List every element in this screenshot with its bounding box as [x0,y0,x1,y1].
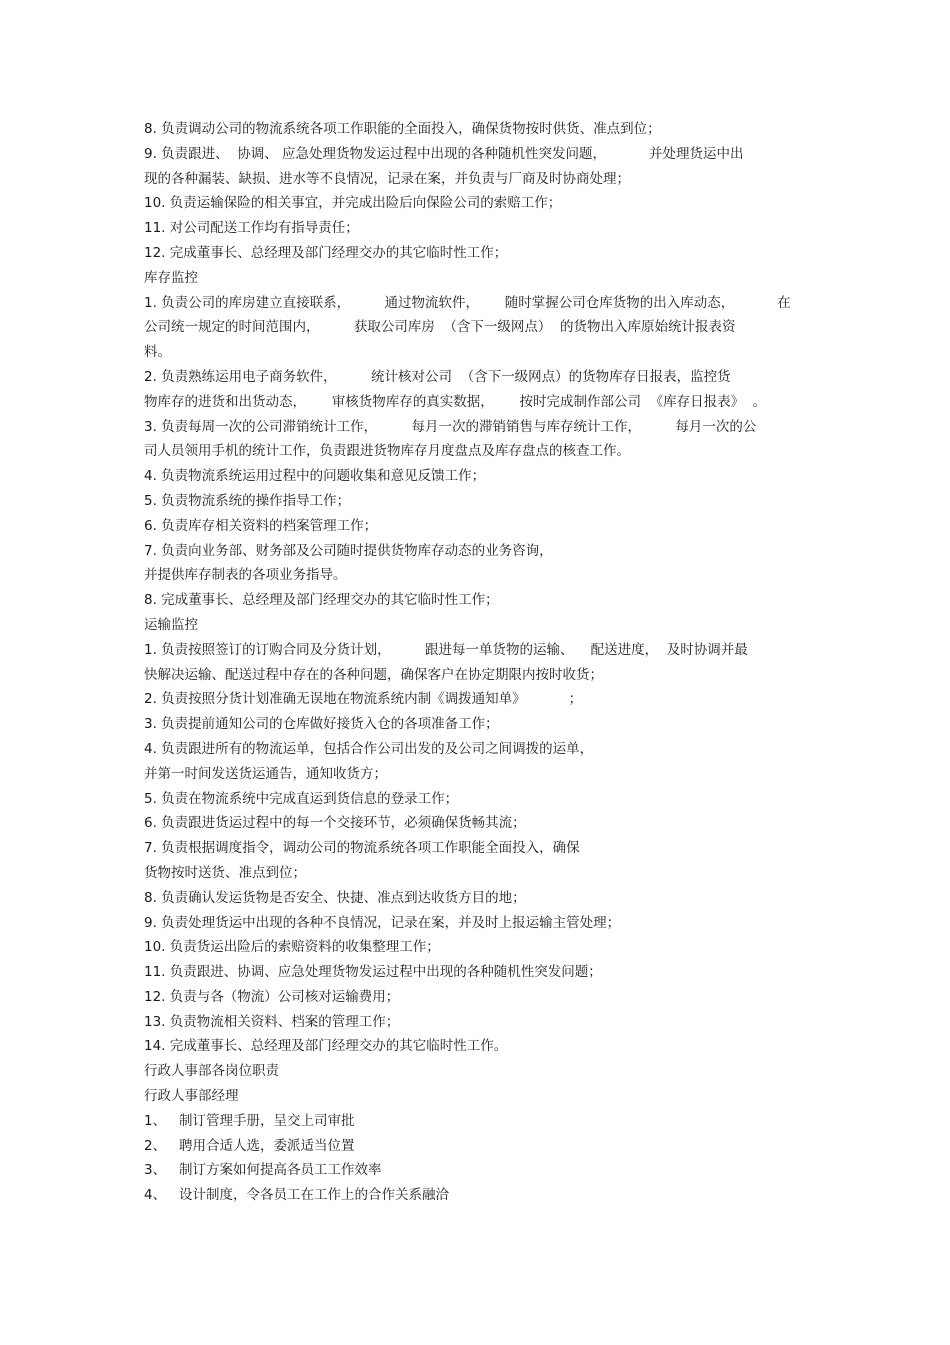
text-line: 13. 负责物流相关资料、档案的管理工作； [144,1013,400,1030]
text-line: 4、 设计制度，令各员工在工作上的合作关系融洽 [144,1187,449,1204]
text-line: 2. 负责按照分货计划准确无误地在物流系统内制《调拨通知单》 ； [144,691,583,708]
text-line: 9. 负责跟进、 协调、 应急处理货物发运过程中出现的各种随机性突发问题， 并处理货运中出 [144,145,744,162]
text-line: 物库存的进货和出货动态， 审核货物库存的真实数据， 按时完成制作部公司 《库存日报表》 。 [144,393,767,410]
text-line: 公司统一规定的时间范围内， 获取公司库房 （含下一级网点） 的货物出入库原始统计报表资 [144,319,736,336]
text-line: 6. 负责库存相关资料的档案管理工作； [144,517,378,534]
text-line: 11. 负责跟进、协调、应急处理货物发运过程中出现的各种随机性突发问题； [144,964,602,981]
text-line: 4. 负责跟进所有的物流运单，包括合作公司出发的及公司之间调拨的运单， [144,740,594,757]
document-body [144,117,830,1208]
text-line: 12. 负责与各（物流）公司核对运输费用； [144,988,400,1005]
text-line: 10. 负责运输保险的相关事宜，并完成出险后向保险公司的索赔工作； [144,195,562,212]
text-line: 5. 负责物流系统的操作指导工作； [144,492,351,509]
text-line: 3. 负责提前通知公司的仓库做好接货入仓的各项准备工作； [144,716,499,733]
text-line: 8. 负责调动公司的物流系统各项工作职能的全面投入，确保货物按时供货、准点到位； [144,121,661,137]
text-line: 司人员领用手机的统计工作，负责跟进货物库存月度盘点及库存盘点的核查工作。 [144,443,630,460]
text-line: 2、 聘用合适人选，委派适当位置 [144,1137,355,1154]
text-line: 3. 负责每周一次的公司滞销统计工作， 每月一次的滞销销售与库存统计工作， 每月一次的公 [144,418,757,435]
text-line: 行政人事部经理 [144,1088,239,1105]
text-line: 1、 制订管理手册，呈交上司审批 [144,1112,355,1129]
text-line: 8. 完成董事长、总经理及部门经理交办的其它临时性工作； [144,592,499,609]
text-line: 11. 对公司配送工作均有指导责任； [144,220,359,237]
text-line: 8. 负责确认发运货物是否安全、快捷、准点到达收货方目的地； [144,889,526,906]
text-line: 货物按时送货、准点到位； [144,864,306,881]
text-line: 并提供库存制表的各项业务指导。 [144,567,347,584]
text-line: 9. 负责处理货运中出现的各种不良情况，记录在案，并及时上报运输主管处理； [144,914,621,931]
text-line: 料。 [144,344,171,361]
text-line: 库存监控 [144,269,198,286]
text-line: 7. 负责根据调度指令，调动公司的物流系统各项工作职能全面投入，确保 [144,840,580,857]
text-line: 现的各种漏装、缺损、进水等不良情况，记录在案，并负责与厂商及时协商处理； [144,170,630,187]
text-line: 行政人事部各岗位职责 [144,1063,279,1080]
text-line: 10. 负责货运出险后的索赔资料的收集整理工作； [144,939,440,956]
text-line: 5. 负责在物流系统中完成直运到货信息的登录工作； [144,790,459,807]
text-line: 7. 负责向业务部、财务部及公司随时提供货物库存动态的业务咨询， [144,542,553,559]
text-line: 6. 负责跟进货运过程中的每一个交接环节，必须确保货畅其流； [144,815,526,832]
text-line: 12. 完成董事长、总经理及部门经理交办的其它临时性工作； [144,244,508,261]
text-line: 2. 负责熟练运用电子商务软件， 统计核对公司 （含下一级网点）的货物库存日报表，监控货 [144,368,731,385]
text-line: 1. 负责公司的库房建立直接联系， 通过物流软件， 随时掌握公司仓库货物的出入库动态， 在 [144,294,791,311]
text-line: 4. 负责物流系统运用过程中的问题收集和意见反馈工作； [144,468,486,485]
text-line: 1. 负责按照签订的订购合同及分货计划， 跟进每一单货物的运输、 配送进度， 及时协调并最 [144,641,748,658]
text-line: 运输监控 [144,616,198,633]
text-line: 并第一时间发送货运通告，通知收货方； [144,765,387,782]
text-line: 3、 制订方案如何提高各员工工作效率 [144,1162,382,1179]
text-line: 14. 完成董事长、总经理及部门经理交办的其它临时性工作。 [144,1038,508,1055]
text-line: 快解决运输、配送过程中存在的各种问题，确保客户在协定期限内按时收货； [144,666,603,683]
